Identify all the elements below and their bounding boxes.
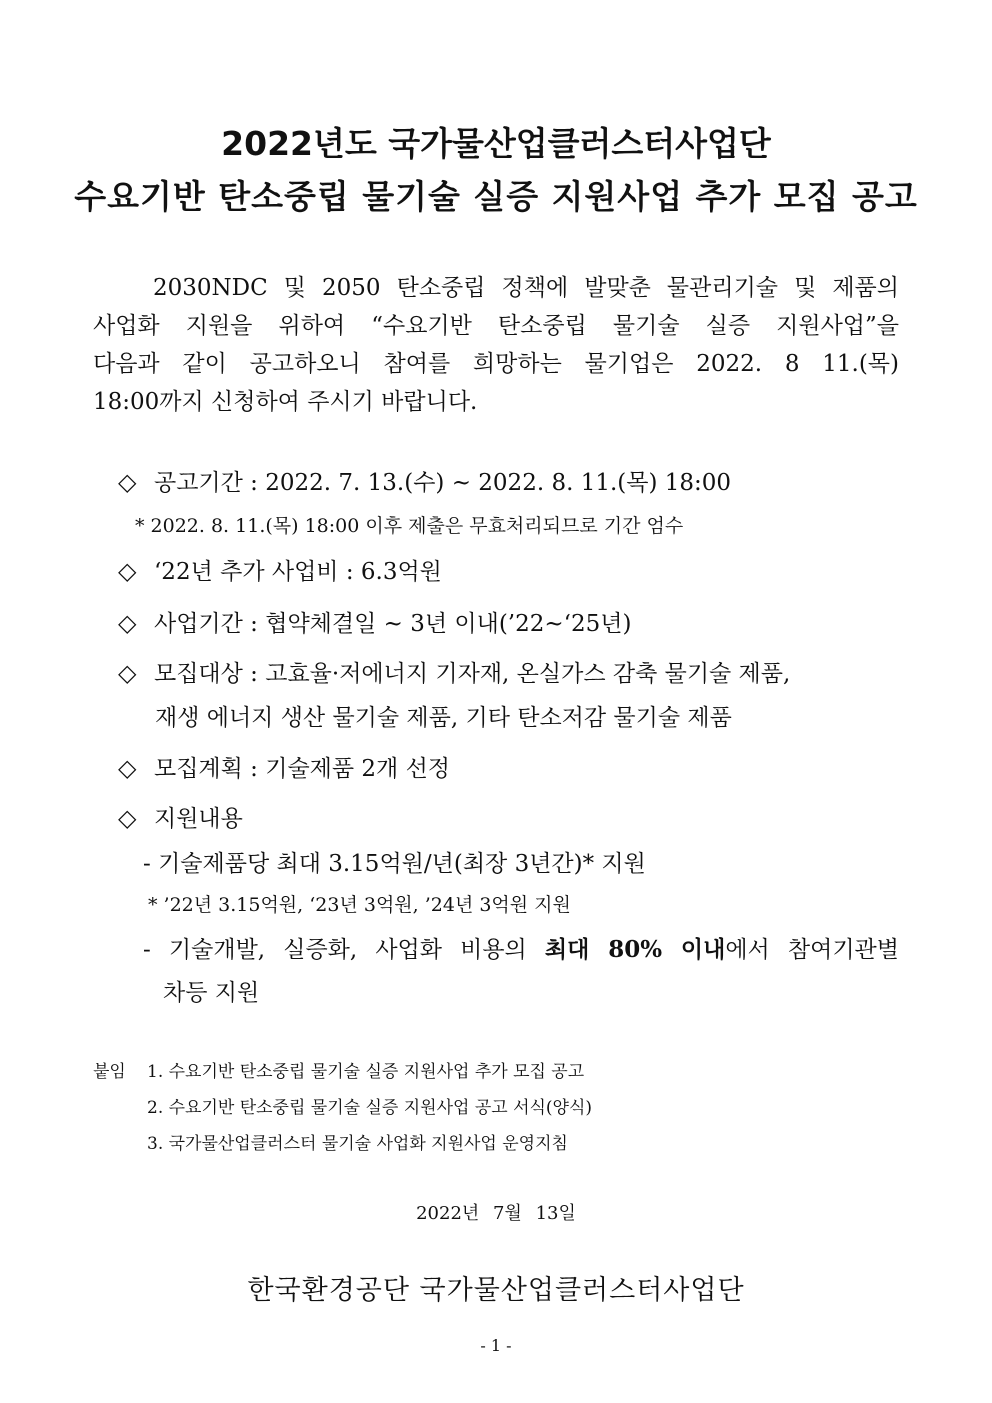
item-duration-text: 사업기간 : 협약체결일 ~ 3년 이내(’22~‘25년) xyxy=(154,611,632,637)
item-support xyxy=(118,800,243,833)
intro-line: 18:00까지 신청하여 주시기 바랍니다. xyxy=(93,389,478,415)
intro-line: 사업화 지원을 위하여 “수요기반 탄소중립 물기술 실증 지원사업”을 xyxy=(93,313,899,339)
attachment-item: 3. 국가물산업클러스터 물기술 사업화 지원사업 운영지침 xyxy=(147,1134,568,1154)
support-item-1: - 기술제품당 최대 3.15억원/년(최장 3년간)* 지원 xyxy=(143,851,646,877)
item-period-text: 공고기간 : 2022. 7. 13.(수) ~ 2022. 8. 11.(목) 18:00 xyxy=(154,470,732,496)
item-period-note: * 2022. 8. 11.(목) 18:00 이후 제출은 무효처리되므로 기간 엄수 xyxy=(135,515,684,537)
intro-line: 2030NDC 및 2050 탄소중립 정책에 발맞춘 물관리기술 및 제품의 xyxy=(153,275,899,301)
item-target-line2: 재생 에너지 생산 물기술 제품, 기타 탄소저감 물기술 제품 xyxy=(155,705,732,731)
diamond-bullet-icon: ◇ xyxy=(118,804,137,832)
issuing-organization: 한국환경공단 국가물산업클러스터사업단 xyxy=(247,1275,745,1306)
item-target-text: 모집대상 : 고효율·저에너지 기자재, 온실가스 감축 물기술 제품, xyxy=(154,661,791,687)
diamond-bullet-icon: ◇ xyxy=(118,659,137,687)
attachments-label: 붙임 xyxy=(93,1062,126,1082)
support-item-2-line2: 차등 지원 xyxy=(163,980,260,1006)
intro-line: 다음과 같이 공고하오니 참여를 희망하는 물기업은 2022. 8 11.(목) xyxy=(93,351,899,377)
item-target xyxy=(118,655,790,688)
item-budget-text: ‘22년 추가 사업비 : 6.3억원 xyxy=(154,559,442,585)
document-date: 2022년 7월 13일 xyxy=(416,1203,576,1224)
support-item-2-emphasis: 최대 80% 이내 xyxy=(544,936,726,963)
attachment-item: 1. 수요기반 탄소중립 물기술 실증 지원사업 추가 모집 공고 xyxy=(147,1062,585,1082)
item-plan-text: 모집계획 : 기술제품 2개 선정 xyxy=(154,756,451,782)
support-item-1-note: * ’22년 3.15억원, ‘23년 3억원, ’24년 3억원 지원 xyxy=(148,894,571,916)
item-budget xyxy=(118,553,442,586)
item-support-title: 지원내용 xyxy=(154,806,243,832)
item-duration xyxy=(118,605,631,638)
page-number: - 1 - xyxy=(480,1336,512,1355)
item-plan xyxy=(118,750,450,783)
support-item-2-text: - 기술개발, 실증화, 사업화 비용의 xyxy=(143,937,545,963)
attachment-item: 2. 수요기반 탄소중립 물기술 실증 지원사업 공고 서식(양식) xyxy=(147,1098,593,1118)
support-item-2 xyxy=(143,931,899,964)
diamond-bullet-icon: ◇ xyxy=(118,609,137,637)
diamond-bullet-icon: ◇ xyxy=(118,468,137,496)
document-title-line1: 2022년도 국가물산업클러스터사업단 xyxy=(221,124,771,163)
support-item-2-text-end: 에서 참여기관별 xyxy=(725,937,899,963)
item-period xyxy=(118,464,731,497)
diamond-bullet-icon: ◇ xyxy=(118,557,137,585)
document-title-line2: 수요기반 탄소중립 물기술 실증 지원사업 추가 모집 공고 xyxy=(74,177,918,216)
diamond-bullet-icon: ◇ xyxy=(118,754,137,782)
